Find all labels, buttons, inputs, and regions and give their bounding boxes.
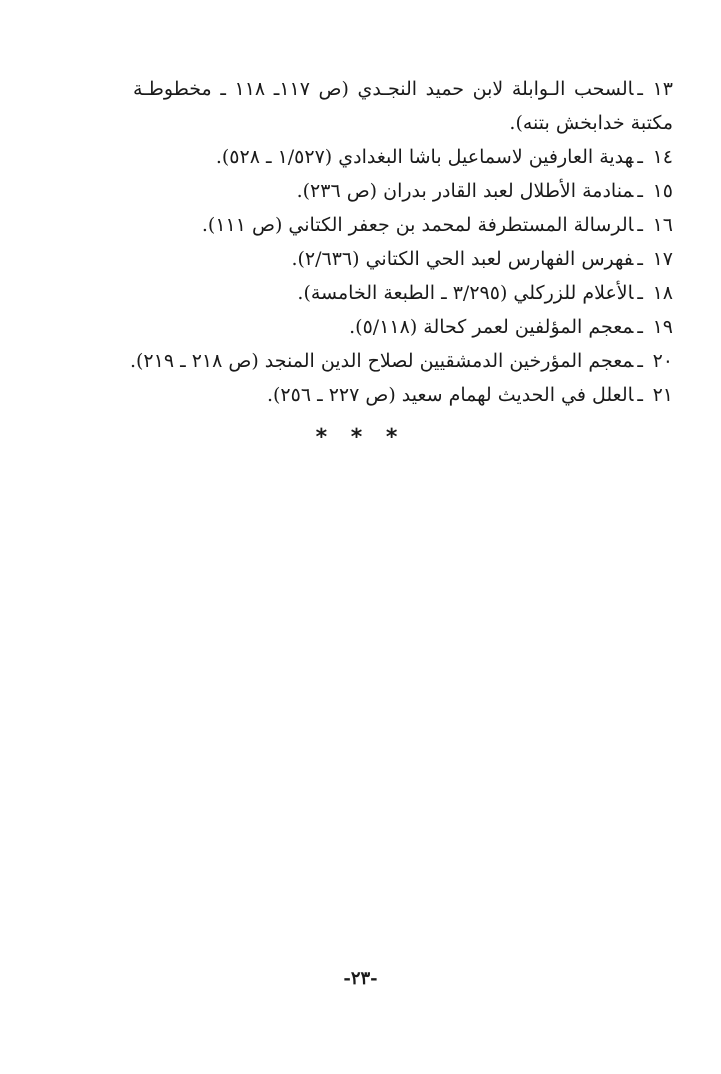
reference-text: فهرس الفهارس لعبد الحي الكتاني (٢/٦٣٦). <box>291 248 634 270</box>
reference-list <box>129 72 673 412</box>
reference-text: معجم المؤرخين الدمشقيين لصلاح الدين المنجد (ص ٢١٨ ـ ٢١٩). <box>129 350 634 372</box>
reference-text: معجم المؤلفين لعمر كحالة (٥/١١٨). <box>349 316 634 338</box>
reference-text: العلل في الحديث لهمام سعيد (ص ٢٢٧ ـ ٢٥٦). <box>266 384 634 406</box>
reference-number: ٢٠ <box>652 350 673 372</box>
reference-item: ١٨ـالأعلام للزركلي (٣/٢٩٥ ـ الطبعة الخامسة). <box>133 276 673 310</box>
reference-text: السحب الـوابلة لابن حميد النجـدي (ص ١١٧ـ ١١٨ ـ مخطوطـة مكتبة خدابخش بتنه). <box>133 78 673 134</box>
reference-number: ١٩ <box>652 316 673 338</box>
reference-number: ٢١ <box>652 384 673 406</box>
reference-number: ١٤ <box>652 146 673 168</box>
reference-text: هدية العارفين لاسماعيل باشا البغدادي (١/٥٢٧ ـ ٥٢٨). <box>215 146 634 168</box>
reference-text: منادمة الأطلال لعبد القادر بدران (ص ٢٣٦). <box>296 180 634 202</box>
reference-item: ١٦ـالرسالة المستطرفة لمحمد بن جعفر الكتاني (ص ١١١). <box>133 208 673 242</box>
section-separator: * * * <box>315 425 406 450</box>
reference-item: ١٧ـفهرس الفهارس لعبد الحي الكتاني (٢/٦٣٦). <box>133 242 673 276</box>
reference-number: ١٧ <box>652 248 673 270</box>
reference-item: ١٣ـالسحب الـوابلة لابن حميد النجـدي (ص ١١٧ـ ١١٨ ـ مخطوطـة مكتبة خدابخش بتنه). <box>133 72 673 140</box>
reference-item: ١٤ـهدية العارفين لاسماعيل باشا البغدادي (١/٥٢٧ ـ ٥٢٨). <box>133 140 673 174</box>
reference-text: الأعلام للزركلي (٣/٢٩٥ ـ الطبعة الخامسة). <box>297 282 634 304</box>
reference-item: ١٩ـمعجم المؤلفين لعمر كحالة (٥/١١٨). <box>133 310 673 344</box>
reference-text: الرسالة المستطرفة لمحمد بن جعفر الكتاني (ص ١١١). <box>201 214 634 236</box>
reference-number: ١٣ <box>652 78 673 100</box>
page-number: -٢٣- <box>343 968 378 989</box>
reference-item: ٢١ـالعلل في الحديث لهمام سعيد (ص ٢٢٧ ـ ٢٥٦). <box>133 378 673 412</box>
reference-number: ١٨ <box>652 282 673 304</box>
reference-number: ١٥ <box>652 180 673 202</box>
reference-number: ١٦ <box>652 214 673 236</box>
reference-item: ٢٠ـمعجم المؤرخين الدمشقيين لصلاح الدين المنجد (ص ٢١٨ ـ ٢١٩). <box>133 344 673 378</box>
reference-item: ١٥ـمنادمة الأطلال لعبد القادر بدران (ص ٢٣٦). <box>133 174 673 208</box>
